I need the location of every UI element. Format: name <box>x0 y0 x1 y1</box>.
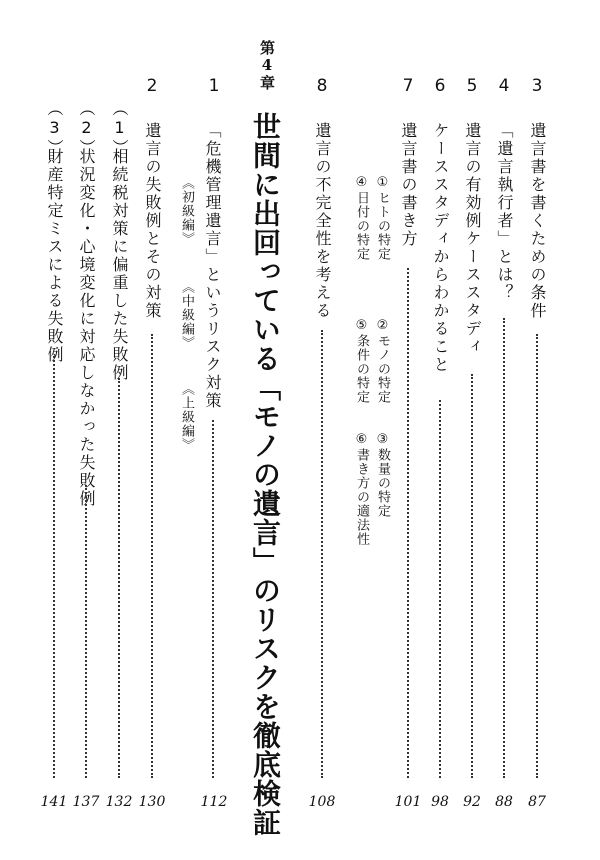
dot-leader <box>151 334 153 778</box>
dot-leader <box>536 334 538 778</box>
sub-item: ⑥書き方の適法性 <box>354 432 369 546</box>
entry-title: 「危機管理遺言」というリスク対策 <box>203 122 222 410</box>
entry-title: 遺言書の書き方 <box>399 122 418 248</box>
entry-title: 遺言の不完全性を考える <box>313 122 332 320</box>
page-number: 130 <box>138 794 166 810</box>
entry-number: 2 <box>146 76 158 96</box>
page-number: 132 <box>105 794 133 810</box>
dot-leader <box>321 330 323 778</box>
page-number: 87 <box>528 794 546 810</box>
item-title: 相続税対策に偏重した失敗例 <box>110 148 129 382</box>
page-number: 98 <box>431 794 449 810</box>
page-number: 137 <box>72 794 100 810</box>
dot-leader <box>212 420 214 778</box>
entry-number: 3 <box>531 76 543 96</box>
dot-leader <box>407 268 409 778</box>
dot-leader <box>53 356 55 778</box>
entry-title: 遺言の失敗例とその対策 <box>143 122 162 320</box>
entry-number: 5 <box>466 76 478 96</box>
page-number: 141 <box>40 794 68 810</box>
item-number: （3） <box>45 100 64 157</box>
entry-title: 「遺言執行者」とは？ <box>495 122 514 302</box>
entry-title: 遺言の有効例ケーススタディ <box>463 122 482 356</box>
page-number: 88 <box>495 794 513 810</box>
page-number: 101 <box>394 794 422 810</box>
entry-number: 8 <box>316 76 328 96</box>
item-number: （2） <box>77 100 96 157</box>
page-number: 112 <box>200 794 228 810</box>
sub-item: ④日付の特定 <box>354 175 369 261</box>
item-title: 財産特定ミスによる失敗例 <box>45 148 64 364</box>
entry-number: 1 <box>208 76 220 96</box>
level-label: 《初級編》 <box>179 176 194 246</box>
sub-item: ①ヒトの特定 <box>375 175 390 261</box>
entry-number: 6 <box>434 76 446 96</box>
dot-leader <box>503 318 505 778</box>
dot-leader <box>439 400 441 778</box>
entry-number: 4 <box>498 76 510 96</box>
dot-leader <box>118 378 120 778</box>
chapter-title: 世間に出回っている「モノの遺言」のリスクを徹底検証 <box>249 112 282 837</box>
entry-number: 7 <box>402 76 414 96</box>
page-number: 108 <box>308 794 336 810</box>
sub-item: ⑤条件の特定 <box>354 318 369 404</box>
dot-leader <box>471 374 473 778</box>
sub-item: ②モノの特定 <box>375 318 390 404</box>
dot-leader <box>85 485 87 778</box>
sub-item: ③数量の特定 <box>375 432 390 518</box>
chapter-label: 第4章 <box>258 40 276 91</box>
item-number: （1） <box>110 100 129 157</box>
entry-title: ケーススタディからわかること <box>431 122 450 374</box>
item-title: 状況変化・心境変化に対応しなかった失敗例 <box>77 148 96 508</box>
page-number: 92 <box>463 794 481 810</box>
level-label: 《中級編》 <box>179 280 194 350</box>
entry-title: 遺言書を書くための条件 <box>528 122 547 320</box>
level-label: 《上級編》 <box>179 382 194 452</box>
